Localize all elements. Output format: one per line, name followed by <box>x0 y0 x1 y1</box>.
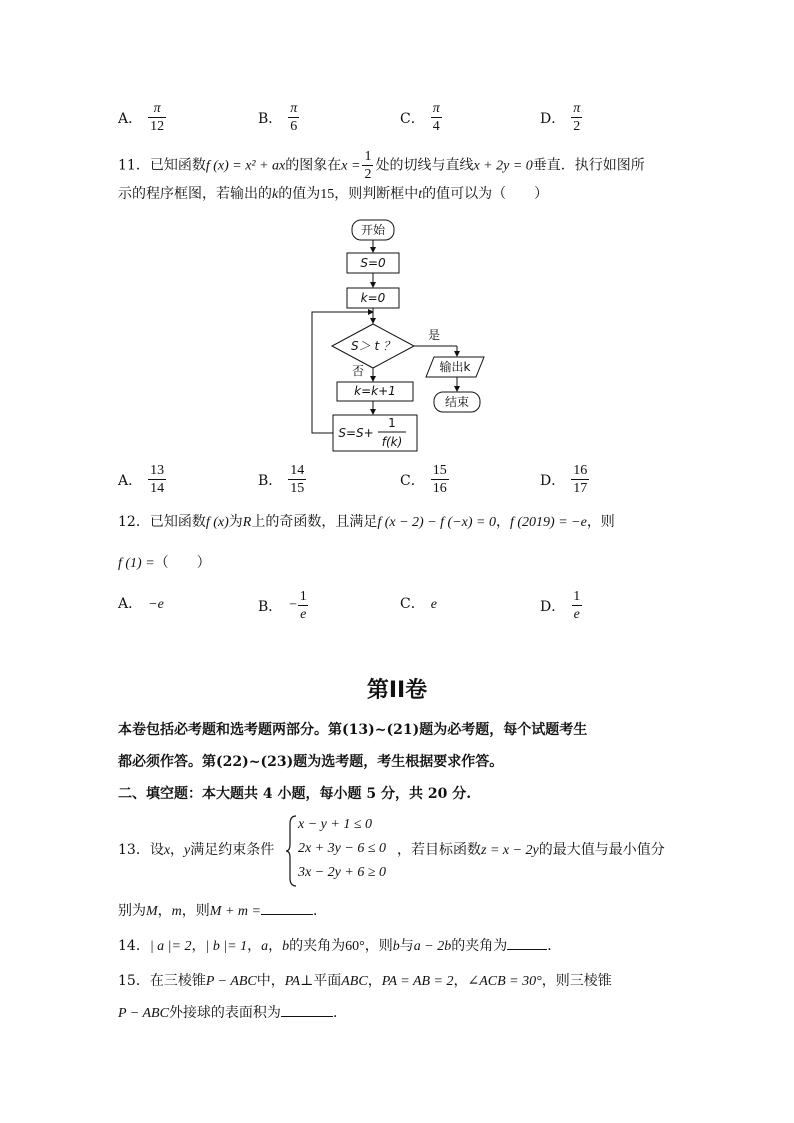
s-update-label: S=S+ <box>338 426 374 440</box>
program-flowchart <box>300 212 500 457</box>
q12-option-c: C． e <box>400 596 437 612</box>
fraction: $\frac{1}{e}$ <box>299 589 307 622</box>
q12-option-a: A． −e <box>118 596 164 612</box>
s-update-numerator: 1 <box>388 416 396 430</box>
k-increment-label: k=k+1 <box>354 384 396 398</box>
fraction: $\frac{\pi}{4}$ <box>432 101 440 134</box>
constraint-3: 3x − 2y + 6 ≥ 0 <box>298 865 387 880</box>
section-title: 第II卷 <box>366 678 428 703</box>
k-init-label: k=0 <box>360 291 386 305</box>
fraction: $\frac{15}{16}$ <box>432 463 447 496</box>
no-label: 否 <box>351 364 365 378</box>
constraint-2: 2x + 3y − 6 ≤ 0 <box>298 841 387 856</box>
constraint-1: x − y + 1 ≤ 0 <box>298 817 373 832</box>
q14-line: 14．| a |= 2，| b |= 1，a，b的夹角为60°，则b与a − 2b的夹角为 ． <box>118 935 561 957</box>
section-intro-line2: 都必须作答。第(22)~(23)题为选考题，考生根据要求作答。 <box>118 754 504 770</box>
q11-option-d: D． $\frac{16}{17}$ <box>540 463 588 496</box>
q10-option-d: D． $\frac{\pi}{2}$ <box>540 101 581 134</box>
q11-option-b: B． $\frac{14}{15}$ <box>258 463 305 496</box>
q13-answer-blank[interactable] <box>261 900 313 915</box>
q10-option-b: B． $\frac{\pi}{6}$ <box>258 101 298 134</box>
fraction: $\frac{\pi}{2}$ <box>573 101 581 134</box>
constraint-brace <box>286 814 298 888</box>
q15-answer-blank[interactable] <box>281 1002 333 1017</box>
q11-line1: 11．已知函数f (x) = x² + ax的图象在x = $\frac{1}{2}$ 处的切线与直线x + 2y = 0垂直．执行如图所 <box>118 149 645 182</box>
q13-line1-prefix: 13．设x，y满足约束条件 <box>118 842 275 858</box>
fraction: $\frac{14}{15}$ <box>290 463 305 496</box>
constraint-system <box>298 813 386 885</box>
fraction: $\frac{13}{14}$ <box>150 463 165 496</box>
section-intro-line1: 本卷包括必考题和选考题两部分。第(13)~(21)题为必考题，每个试题考生 <box>118 722 588 738</box>
fraction: $\frac{\pi}{12}$ <box>150 101 165 134</box>
q15-line2: P − ABC外接球的表面积为 ． <box>118 1002 347 1024</box>
q10-option-c: C． $\frac{\pi}{4}$ <box>400 101 440 134</box>
q13-line2: 别为M，m，则M + m = ． <box>118 900 327 922</box>
q14-answer-blank[interactable] <box>507 935 547 950</box>
q15-line1: 15．在三棱锥P − ABC中，PA⊥平面ABC，PA = AB = 2，∠ACB = 30°，则三棱锥 <box>118 973 612 989</box>
q10-option-a: A． $\frac{\pi}{12}$ <box>118 101 165 134</box>
yes-label: 是 <box>427 328 441 342</box>
q11-line2: 示的程序框图，若输出的k的值为15，则判断框中t的值可以为（ ） <box>118 186 549 202</box>
end-label: 结束 <box>444 395 470 409</box>
q11-option-a: A． $\frac{13}{14}$ <box>118 463 165 496</box>
start-label: 开始 <box>360 223 386 237</box>
q11-option-c: C． $\frac{15}{16}$ <box>400 463 447 496</box>
q12-line2: f (1) =（ ） <box>118 555 211 571</box>
q12-line1: 12．已知函数f (x)为R上的奇函数，且满足f (x − 2) − f (−x) = 0，f (2019) = −e，则 <box>118 514 615 530</box>
s-update-denominator: f(k) <box>381 435 403 449</box>
q13-line1-suffix: ，若目标函数z = x − 2y的最大值与最小值分 <box>397 842 665 858</box>
output-label: 输出k <box>439 360 471 374</box>
condition-label: S＞ t ？ <box>351 339 395 353</box>
fraction: $\frac{\pi}{6}$ <box>290 101 298 134</box>
fill-in-header: 二、填空题：本大题共 4 小题，每小题 5 分，共 20 分. <box>118 786 472 802</box>
fraction-half: $\frac{1}{2}$ <box>364 149 372 182</box>
s-init-label: S=0 <box>360 256 386 270</box>
fraction: $\frac{16}{17}$ <box>573 463 588 496</box>
fraction: $\frac{1}{e}$ <box>573 589 581 622</box>
q12-option-b: B． − $\frac{1}{e}$ <box>258 589 307 622</box>
q12-option-d: D． $\frac{1}{e}$ <box>540 589 581 622</box>
